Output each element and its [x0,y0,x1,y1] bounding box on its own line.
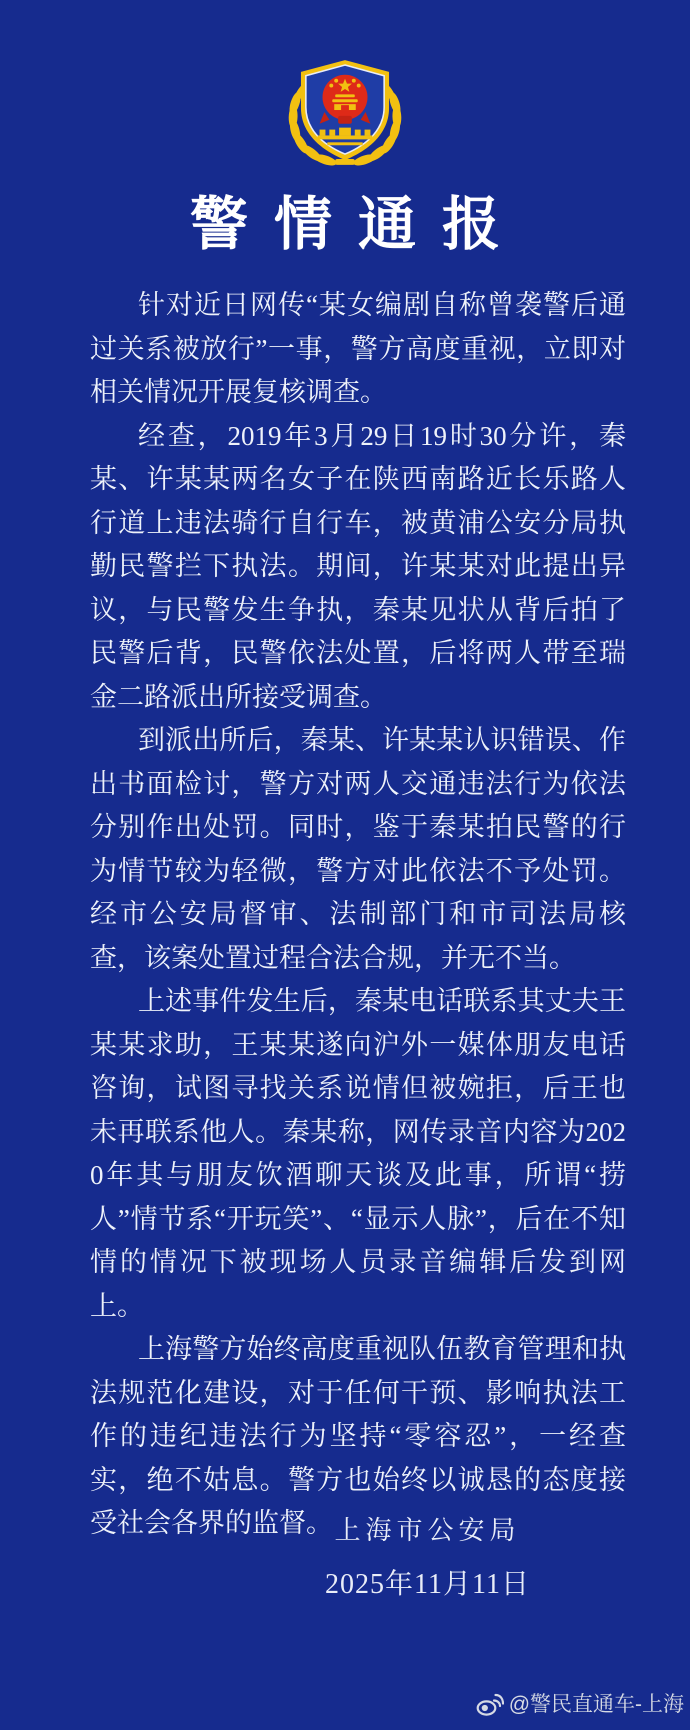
notice-body [90,284,626,1546]
police-badge-icon [277,54,414,168]
watermark-text: @警民直通车-上海 [508,1693,684,1716]
notice-paragraph-4: 上述事件发生后，秦某电话联系其丈夫王某某求助，王某某遂向沪外一媒体朋友电话咨询，试图寻找关系说情但被婉拒，后王也未再联系他人。秦某称，网传录音内容为2020年其与朋友饮酒聊天谈及此事，所谓“捞人”情节系“开玩笑”、“显示人脉”，后在不知情的情况下被现场人员录音编辑后发到网上。 [90,986,626,1321]
issue-date: 2025年11月11日 [325,1569,530,1600]
issuer-name: 上海市公安局 [334,1516,521,1545]
signature-block [165,1510,690,1602]
notice-paragraph-2: 经查，2019年3月29日19时30分许，秦某、许某某两名女子在陕西南路近长乐路人行道上违法骑行自行车，被黄浦公安分局执勤民警拦下执法。期间，许某某对此提出异议，与民警发生争执，秦某见状从背后拍了民警后背，民警依法处置，后将两人带至瑞金二路派出所接受调查。 [90,420,626,712]
notice-paragraph-1: 针对近日网传“某女编剧自称曾袭警后通过关系被放行”一事，警方高度重视，立即对相关情况开展复核调查。 [90,290,626,407]
police-badge-emblem [277,54,414,168]
notice-paragraph-3: 到派出所后，秦某、许某某认识错误、作出书面检讨，警方对两人交通违法行为依法分别作出处罚。同时，鉴于秦某拍民警的行为情节较为轻微，警方对此依法不予处罚。经市公安局督审、法制部门和市司法局核查，该案处置过程合法合规，并无不当。 [90,725,626,973]
watermark [476,1688,684,1718]
notice-title: 警情通报 [189,192,526,257]
weibo-icon [476,1691,504,1716]
notice-paragraph-5: 上海警方始终高度重视队伍教育管理和执法规范化建设，对于任何干预、影响执法工作的违纪违法行为坚持“零容忍”，一经查实，绝不姑息。警方也始终以诚恳的态度接受社会各界的监督。 [90,1334,626,1538]
